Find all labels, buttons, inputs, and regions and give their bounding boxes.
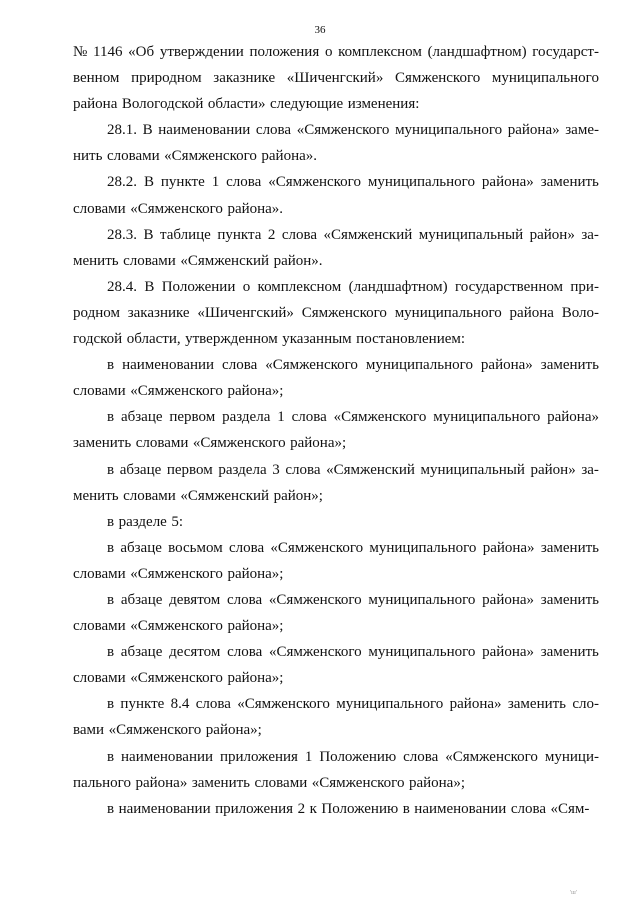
text-line: вами «Сямженского района»; bbox=[73, 722, 262, 739]
text-line: в абзаце первом раздела 3 слова «Сямженский муниципальный район» за- bbox=[107, 461, 599, 478]
text-line: в абзаце десятом слова «Сямженского муниципального района» заменить bbox=[107, 644, 599, 661]
text-line: в разделе 5: bbox=[107, 513, 184, 530]
text-line: 28.1. В наименовании слова «Сямженского муниципального района» заме- bbox=[107, 122, 599, 139]
paragraph bbox=[73, 404, 599, 456]
text-line: менить словами «Сямженский район». bbox=[73, 252, 323, 269]
text-line: в абзаце первом раздела 1 слова «Сямженского муниципального района» bbox=[107, 409, 599, 426]
text-line: менить словами «Сямженский район»; bbox=[73, 487, 323, 504]
scan-artifact: 'ш' bbox=[570, 890, 577, 896]
text-line: словами «Сямженского района»; bbox=[73, 618, 284, 635]
text-line: родном заказнике «Шиченгский» Сямженского муниципального района Воло- bbox=[73, 304, 599, 321]
text-line: словами «Сямженского района»; bbox=[73, 670, 284, 687]
paragraph bbox=[73, 39, 599, 117]
document-body bbox=[73, 39, 599, 822]
text-line: венном природном заказнике «Шиченгский» Сямженского муниципального bbox=[73, 70, 599, 87]
text-line: годской области, утвержденном указанным постановлением: bbox=[73, 331, 466, 348]
text-line: в абзаце восьмом слова «Сямженского муниципального района» заменить bbox=[107, 539, 599, 556]
paragraph bbox=[73, 691, 599, 743]
text-line: 28.4. В Положении о комплексном (ландшафтном) государственном при- bbox=[107, 278, 599, 295]
text-line: пального района» заменить словами «Сямженского района»; bbox=[73, 774, 465, 791]
text-line: в наименовании приложения 1 Положению слова «Сямженского муници- bbox=[107, 748, 599, 765]
paragraph bbox=[73, 117, 599, 169]
paragraph bbox=[73, 352, 599, 404]
text-line: 28.2. В пункте 1 слова «Сямженского муниципального района» заменить bbox=[107, 174, 599, 191]
text-line: 28.3. В таблице пункта 2 слова «Сямженский муниципальный район» за- bbox=[107, 226, 599, 243]
text-line: в наименовании приложения 2 к Положению в наименовании слова «Сям- bbox=[107, 800, 590, 817]
paragraph bbox=[73, 222, 599, 274]
text-line: района Вологодской области» следующие изменения: bbox=[73, 96, 420, 113]
paragraph bbox=[73, 796, 599, 822]
text-line: нить словами «Сямженского района». bbox=[73, 148, 318, 165]
paragraph bbox=[73, 509, 599, 535]
paragraph bbox=[73, 587, 599, 639]
paragraph bbox=[73, 274, 599, 352]
paragraph bbox=[73, 535, 599, 587]
paragraph bbox=[73, 169, 599, 221]
text-line: в наименовании слова «Сямженского муниципального района» заменить bbox=[107, 357, 599, 374]
paragraph bbox=[73, 639, 599, 691]
text-line: словами «Сямженского района»; bbox=[73, 565, 284, 582]
text-line: в абзаце девятом слова «Сямженского муниципального района» заменить bbox=[107, 591, 599, 608]
text-line: словами «Сямженского района»; bbox=[73, 383, 284, 400]
text-line: заменить словами «Сямженского района»; bbox=[73, 435, 347, 452]
paragraph bbox=[73, 457, 599, 509]
text-line: № 1146 «Об утверждении положения о комплексном (ландшафтном) государст- bbox=[73, 44, 599, 60]
text-line: словами «Сямженского района». bbox=[73, 200, 284, 217]
text-line: в пункте 8.4 слова «Сямженского муниципального района» заменить сло- bbox=[107, 696, 599, 713]
page-number: 36 bbox=[314, 24, 326, 36]
paragraph bbox=[73, 744, 599, 796]
